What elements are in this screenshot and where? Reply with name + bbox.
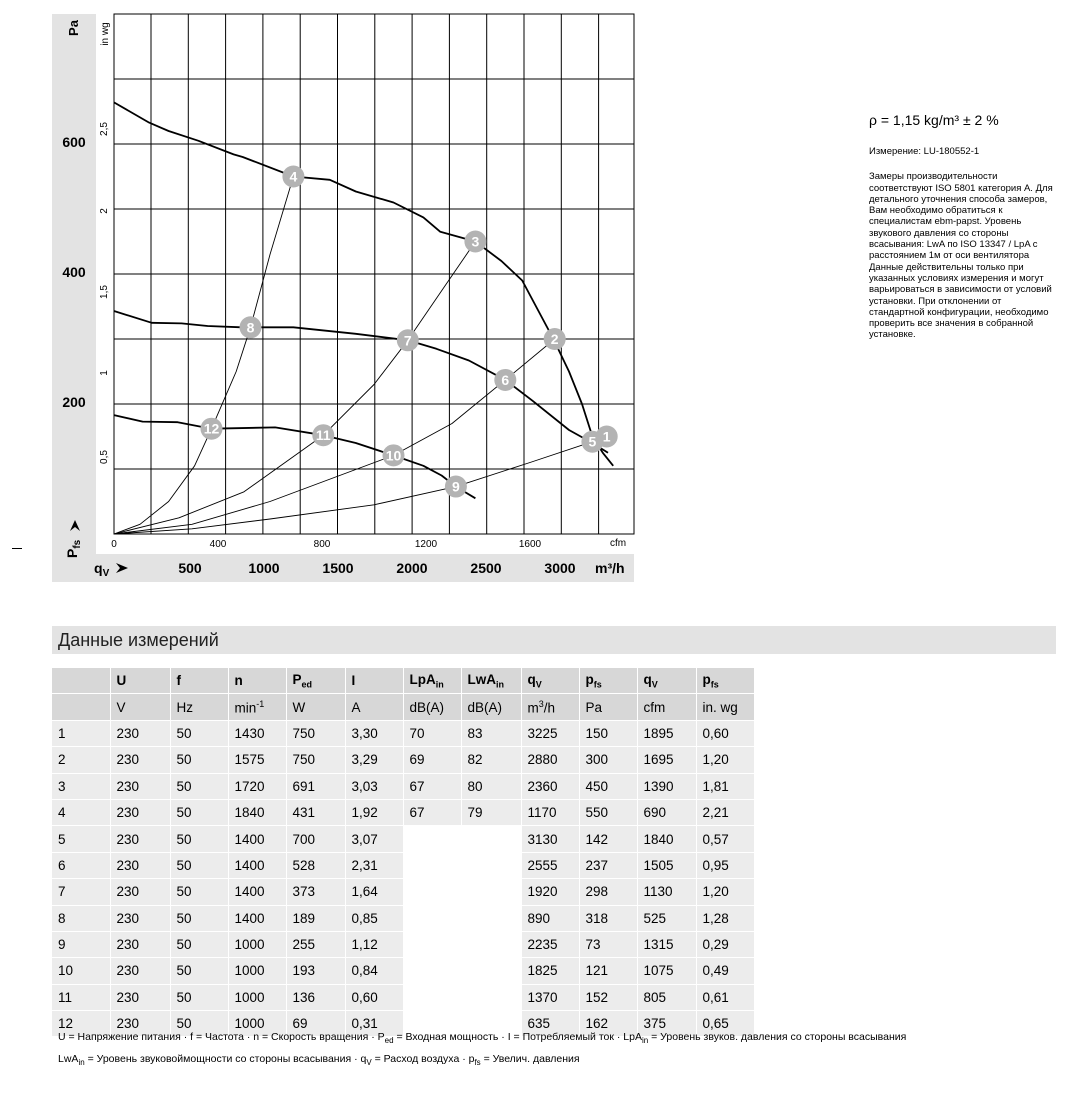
y-axis-unit: Pa — [66, 20, 81, 36]
table-cell: 69 — [286, 1011, 345, 1037]
table-cell: 0,60 — [696, 720, 754, 746]
table-cell: 0,49 — [696, 958, 754, 984]
table-cell: 1400 — [228, 826, 286, 852]
table-cell: 50 — [170, 747, 228, 773]
x-tick-label: 400 — [209, 539, 227, 550]
notes-line: Данные действительны только при — [869, 261, 1024, 273]
header-cell: $p_{fs}$ — [696, 668, 754, 694]
y2-tick-label: 2,5 — [99, 122, 110, 136]
table-cell: 10 — [52, 958, 110, 984]
y-tick-label: 400 — [62, 264, 86, 280]
table-cell: 230 — [110, 879, 170, 905]
header-cell: U — [110, 668, 170, 694]
table-cell: 890 — [521, 905, 579, 931]
table-cell: 1,81 — [696, 773, 754, 799]
table-cell: 230 — [110, 799, 170, 825]
unit-cell: cfm — [637, 694, 696, 720]
air-density: ρ = 1,15 kg/m³ ± 2 % — [869, 112, 999, 128]
table-cell: 255 — [286, 931, 345, 957]
unit-cell: dB(A) — [403, 694, 461, 720]
table-cell: 2235 — [521, 931, 579, 957]
y2-axis-ticks — [99, 122, 110, 464]
table-cell: 73 — [579, 931, 637, 957]
table-cell: 50 — [170, 958, 228, 984]
header-cell: LwA$_{in}$ — [461, 668, 521, 694]
table-header-row — [52, 668, 754, 694]
table-cell: 1,92 — [345, 799, 403, 825]
x-tick-label: 1600 — [518, 539, 542, 550]
y-axis-title-sub: fs — [72, 539, 83, 549]
table-row — [52, 852, 754, 878]
x-axis-ticks — [111, 539, 541, 550]
table-row — [52, 905, 754, 931]
table-cell: 525 — [637, 905, 696, 931]
y2-tick-label: 2 — [99, 208, 110, 214]
notes-line: Вам необходимо обратиться к — [869, 205, 1003, 217]
table-cell: 1575 — [228, 747, 286, 773]
notes-text — [869, 171, 1059, 340]
table-cell: 1920 — [521, 879, 579, 905]
table-cell: 0,65 — [696, 1011, 754, 1037]
table-cell: 121 — [579, 958, 637, 984]
table-cell: 79 — [461, 799, 521, 825]
table-cell — [403, 852, 461, 878]
x2-axis-title-sub: V — [102, 568, 110, 579]
table-cell: 70 — [403, 720, 461, 746]
table-cell: 1,20 — [696, 879, 754, 905]
table-cell: 0,84 — [345, 958, 403, 984]
x2-tick-label: 1000 — [248, 560, 280, 576]
table-cell: 1 — [52, 720, 110, 746]
table-cell: 550 — [579, 799, 637, 825]
table-cell: 1000 — [228, 931, 286, 957]
table-cell: 1840 — [637, 826, 696, 852]
table-cell: 1,20 — [696, 747, 754, 773]
table-cell: 1075 — [637, 958, 696, 984]
table-cell: 189 — [286, 905, 345, 931]
table-cell: 50 — [170, 826, 228, 852]
table-cell: 1895 — [637, 720, 696, 746]
table-cell: 3,07 — [345, 826, 403, 852]
table-cell: 0,29 — [696, 931, 754, 957]
table-cell: 80 — [461, 773, 521, 799]
table-cell: 750 — [286, 747, 345, 773]
table-cell: 1390 — [637, 773, 696, 799]
table-cell: 1370 — [521, 984, 579, 1010]
notes-line: проверить все значения в собранной — [869, 318, 1034, 330]
table-row — [52, 720, 754, 746]
table-cell: 152 — [579, 984, 637, 1010]
table-cell: 1000 — [228, 1011, 286, 1037]
table-cell: 3,29 — [345, 747, 403, 773]
table-cell: 1400 — [228, 852, 286, 878]
point-label-4: 4 — [289, 168, 298, 185]
point-label-10: 10 — [385, 447, 402, 464]
table-cell: 1130 — [637, 879, 696, 905]
table-cell: 450 — [579, 773, 637, 799]
table-cell: 230 — [110, 931, 170, 957]
table-cell: 230 — [110, 958, 170, 984]
header-cell: I — [345, 668, 403, 694]
table-cell: 50 — [170, 1011, 228, 1037]
table-cell — [403, 826, 461, 852]
table-cell: 2880 — [521, 747, 579, 773]
y-tick-label: 600 — [62, 134, 86, 150]
notes-line: соответствуют ISO 5801 категория А. Для — [869, 182, 1053, 194]
table-cell: 298 — [579, 879, 637, 905]
table-cell — [461, 826, 521, 852]
table-cell: 3225 — [521, 720, 579, 746]
table-cell: 318 — [579, 905, 637, 931]
header-cell: $p_{fs}$ — [579, 668, 637, 694]
table-row — [52, 773, 754, 799]
y2-axis-unit: in wg — [100, 22, 111, 46]
table-cell — [403, 958, 461, 984]
measurement-notes — [869, 112, 1059, 341]
table-cell: 12 — [52, 1011, 110, 1037]
header-cell: $q_V$ — [637, 668, 696, 694]
table-cell: 3,03 — [345, 773, 403, 799]
table-row — [52, 984, 754, 1010]
table-cell: 375 — [637, 1011, 696, 1037]
point-label-8: 8 — [246, 319, 255, 336]
notes-line: расстоянием 1м от оси вентилятора — [869, 250, 1030, 262]
point-label-3: 3 — [471, 233, 480, 250]
table-cell: 4 — [52, 799, 110, 825]
table-cell: 237 — [579, 852, 637, 878]
table-legend — [58, 1028, 906, 1072]
table-cell — [461, 905, 521, 931]
unit-cell: $m^3/h$ — [521, 694, 579, 720]
header-cell — [52, 668, 110, 694]
table-cell: 1840 — [228, 799, 286, 825]
table-cell: 50 — [170, 905, 228, 931]
unit-cell — [52, 694, 110, 720]
section-header — [52, 626, 1056, 654]
table-cell: 150 — [579, 720, 637, 746]
table-cell: 0,61 — [696, 984, 754, 1010]
notes-line: установки. При отклонении от — [869, 295, 1002, 307]
table-row — [52, 958, 754, 984]
table-cell: 1720 — [228, 773, 286, 799]
notes-line: варьироваться в зависимости от условий — [869, 284, 1052, 296]
x2-tick-label: 1500 — [322, 560, 354, 576]
point-label-11: 11 — [315, 427, 331, 444]
table-cell: 230 — [110, 852, 170, 878]
notes-line: звукового давления со стороны — [869, 227, 1009, 239]
table-cell: 50 — [170, 931, 228, 957]
table-cell — [403, 879, 461, 905]
point-label-1: 1 — [602, 428, 611, 445]
unit-cell: Pa — [579, 694, 637, 720]
header-cell: $q_V$ — [521, 668, 579, 694]
table-cell: 0,95 — [696, 852, 754, 878]
table-row — [52, 799, 754, 825]
header-cell: f — [170, 668, 228, 694]
table-cell: 805 — [637, 984, 696, 1010]
table-cell: 67 — [403, 799, 461, 825]
left-axis-band — [52, 14, 96, 582]
table-cell: 230 — [110, 826, 170, 852]
table-cell: 67 — [403, 773, 461, 799]
table-cell: 0,85 — [345, 905, 403, 931]
point-label-2: 2 — [550, 331, 559, 347]
table-cell — [403, 905, 461, 931]
table-cell: 50 — [170, 773, 228, 799]
measurement-table — [52, 668, 755, 1037]
table-row — [52, 826, 754, 852]
notes-line: Замеры производительности — [869, 171, 998, 183]
legend-line-1: U = Напряжение питания · f = Частота · n = Скорость вращения · $P_{ed}$ = Входная мощность · I = Потребляемый ток · LpA$_{in}$ = Уровень звуков. давления со стороны всасывания — [58, 1031, 907, 1046]
table-cell: 193 — [286, 958, 345, 984]
table-cell: 750 — [286, 720, 345, 746]
table-cell: 230 — [110, 905, 170, 931]
y-tick-label: 200 — [62, 394, 86, 410]
table-cell — [461, 852, 521, 878]
table-cell: 6 — [52, 852, 110, 878]
notes-line: всасывания: LwA по ISO 13347 / LpA с — [869, 239, 1038, 251]
table-cell: 136 — [286, 984, 345, 1010]
point-label-6: 6 — [501, 371, 510, 388]
point-label-12: 12 — [203, 420, 220, 437]
table-cell: 1400 — [228, 879, 286, 905]
table-cell — [403, 931, 461, 957]
table-cell: 1825 — [521, 958, 579, 984]
table-cell: 528 — [286, 852, 345, 878]
table-cell: 1170 — [521, 799, 579, 825]
notes-line: детального уточнения способа замеров, — [869, 193, 1048, 205]
header-cell: LpA$_{in}$ — [403, 668, 461, 694]
table-row — [52, 747, 754, 773]
table-cell: 50 — [170, 852, 228, 878]
table-cell: 7 — [52, 879, 110, 905]
table-cell: 1400 — [228, 905, 286, 931]
unit-cell: $\min^{-1}$ — [228, 694, 286, 720]
point-label-5: 5 — [588, 433, 597, 450]
table-cell: 3130 — [521, 826, 579, 852]
legend-line-2: LwA$_{in}$ = Уровень звуковоймощности со стороны всасывания · $q_V$ = Расход воздуха · $p_{fs}$ = Увелич. давления — [58, 1053, 580, 1068]
header-cell: n — [228, 668, 286, 694]
table-cell: 82 — [461, 747, 521, 773]
table-cell: 0,60 — [345, 984, 403, 1010]
table-cell: 50 — [170, 879, 228, 905]
unit-cell: Hz — [170, 694, 228, 720]
table-cell: 1,28 — [696, 905, 754, 931]
page-mark — [12, 548, 22, 549]
table-cell — [461, 958, 521, 984]
unit-cell: A — [345, 694, 403, 720]
table-cell: 3,30 — [345, 720, 403, 746]
table-cell: 1505 — [637, 852, 696, 878]
table-cell: 2,31 — [345, 852, 403, 878]
unit-cell: dB(A) — [461, 694, 521, 720]
x2-tick-label: 2500 — [470, 560, 502, 576]
table-cell: 1000 — [228, 958, 286, 984]
measurement-id: Измерение: LU-180552-1 — [869, 146, 980, 157]
table-cell: 50 — [170, 720, 228, 746]
point-label-7: 7 — [403, 332, 412, 349]
table-cell — [461, 879, 521, 905]
table-cell: 1,12 — [345, 931, 403, 957]
table-cell — [461, 984, 521, 1010]
table-cell: 2555 — [521, 852, 579, 878]
table-row — [52, 879, 754, 905]
table-cell: 1430 — [228, 720, 286, 746]
table-cell — [461, 931, 521, 957]
table-cell: 2,21 — [696, 799, 754, 825]
point-label-9: 9 — [452, 478, 460, 495]
unit-cell: V — [110, 694, 170, 720]
notes-line: указанных условиях измерения и могут — [869, 272, 1044, 284]
x2-tick-label: 3000 — [544, 560, 576, 576]
table-cell: 635 — [521, 1011, 579, 1037]
table-cell: 373 — [286, 879, 345, 905]
table-units-row — [52, 694, 754, 720]
table-cell: 1315 — [637, 931, 696, 957]
table-cell: 9 — [52, 931, 110, 957]
table-cell: 691 — [286, 773, 345, 799]
unit-cell: W — [286, 694, 345, 720]
table-cell: 142 — [579, 826, 637, 852]
table-cell: 300 — [579, 747, 637, 773]
table-cell: 0,31 — [345, 1011, 403, 1037]
table-cell: 431 — [286, 799, 345, 825]
notes-line: установке. — [869, 329, 916, 341]
unit-cell: in. wg — [696, 694, 754, 720]
table-cell: 2 — [52, 747, 110, 773]
table-cell: 230 — [110, 1011, 170, 1037]
table-cell: 3 — [52, 773, 110, 799]
x2-axis-unit: m³/h — [595, 560, 625, 576]
y2-tick-label: 1,5 — [99, 285, 110, 299]
x-axis-unit: cfm — [610, 538, 627, 549]
header-cell: $P_{ed}$ — [286, 668, 345, 694]
x-tick-label: 1200 — [414, 539, 438, 550]
x2-axis-title-main: q — [94, 560, 103, 576]
y2-tick-label: 0,5 — [99, 450, 110, 464]
table-cell: 230 — [110, 984, 170, 1010]
y2-tick-label: 1 — [99, 370, 110, 376]
table-cell: 50 — [170, 799, 228, 825]
table-cell: 83 — [461, 720, 521, 746]
table-cell: 11 — [52, 984, 110, 1010]
notes-line: стандартной конфигурации, необходимо — [869, 306, 1049, 318]
x2-tick-label: 2000 — [396, 560, 428, 576]
table-cell — [403, 984, 461, 1010]
x-tick-label: 0 — [111, 539, 117, 550]
x2-tick-label: 500 — [178, 560, 202, 576]
table-cell: 1,64 — [345, 879, 403, 905]
table-cell: 690 — [637, 799, 696, 825]
table-cell: 162 — [579, 1011, 637, 1037]
table-cell: 0,57 — [696, 826, 754, 852]
y-axis-title-main: P — [64, 548, 80, 558]
table-cell: 50 — [170, 984, 228, 1010]
table-cell: 1695 — [637, 747, 696, 773]
table-cell: 700 — [286, 826, 345, 852]
table-cell: 69 — [403, 747, 461, 773]
x-tick-label: 800 — [313, 539, 331, 550]
table-cell: 230 — [110, 773, 170, 799]
table-cell: 2360 — [521, 773, 579, 799]
table-cell: 5 — [52, 826, 110, 852]
section-title: Данные измерений — [58, 630, 219, 650]
table-cell: 230 — [110, 747, 170, 773]
table-cell: 230 — [110, 720, 170, 746]
notes-line: специалистам ebm-papst. Уровень — [869, 216, 1022, 228]
table-cell: 1000 — [228, 984, 286, 1010]
table-row — [52, 931, 754, 957]
table-cell: 8 — [52, 905, 110, 931]
